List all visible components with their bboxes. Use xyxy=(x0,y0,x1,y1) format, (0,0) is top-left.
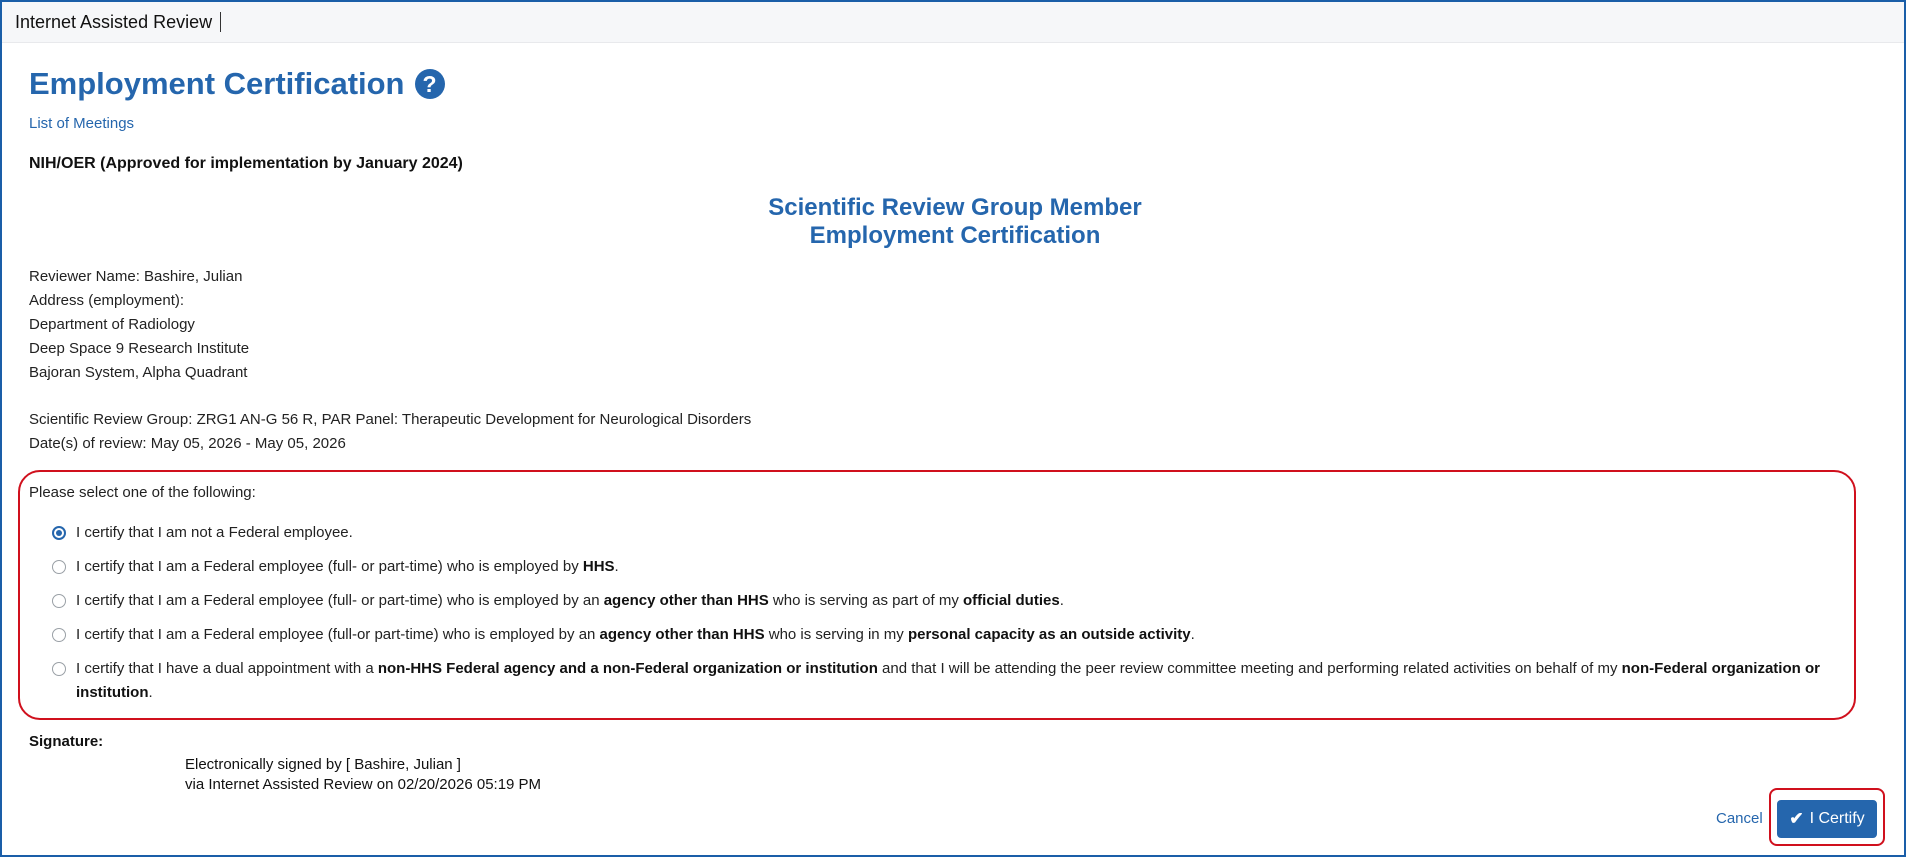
address-label: Address (employment): xyxy=(29,292,185,309)
option-label-segment: I certify that I am a Federal employee (full-or part-time) who is employed by an xyxy=(76,626,600,643)
review-group: Scientific Review Group: ZRG1 AN-G 56 R, PAR Panel: Therapeutic Development for Neurological Disorders xyxy=(29,411,752,428)
option-label-segment: who is serving in my xyxy=(764,626,908,643)
option-label xyxy=(76,521,353,545)
address-line: Bajoran System, Alpha Quadrant xyxy=(29,364,248,381)
option-label-emphasis: agency other than HHS xyxy=(599,626,765,643)
page-title-row xyxy=(29,66,445,102)
option-label-emphasis: official duties xyxy=(963,592,1060,609)
page-title: Employment Certification xyxy=(29,66,405,101)
certify-button[interactable] xyxy=(1777,800,1877,838)
check-icon: ✔ xyxy=(1789,809,1804,828)
option-label xyxy=(76,555,619,579)
certify-label: I Certify xyxy=(1809,810,1865,827)
choice-prompt: Please select one of the following: xyxy=(29,484,256,501)
option-label-segment: who is serving as part of my xyxy=(768,592,963,609)
top-bar xyxy=(2,2,1904,43)
radio-button[interactable] xyxy=(52,594,66,608)
option-label-segment: . xyxy=(148,684,153,701)
app-title: Internet Assisted Review xyxy=(15,12,221,32)
option-label-segment: I certify that I am a Federal employee (full- or part-time) who is employed by xyxy=(76,558,583,575)
radio-button[interactable] xyxy=(52,526,66,540)
option-label-emphasis: personal capacity as an outside activity xyxy=(907,626,1191,643)
certification-option-hhs-employee[interactable] xyxy=(52,555,1832,579)
option-label xyxy=(76,657,1832,705)
form-title-line1: Scientific Review Group Member xyxy=(768,194,1142,221)
option-label-emphasis: agency other than HHS xyxy=(603,592,769,609)
reviewer-name: Reviewer Name: Bashire, Julian xyxy=(29,268,243,285)
option-label-segment: . xyxy=(1190,626,1195,643)
certification-option-dual-appointment[interactable] xyxy=(52,657,1832,705)
cancel-link[interactable]: Cancel xyxy=(1716,810,1763,827)
option-label-emphasis: HHS xyxy=(582,558,615,575)
option-label-segment: . xyxy=(1059,592,1064,609)
option-label xyxy=(76,589,1064,613)
review-info xyxy=(29,408,751,456)
option-label xyxy=(76,623,1195,647)
approval-note: NIH/OER (Approved for implementation by January 2024) xyxy=(29,155,463,172)
address-line: Department of Radiology xyxy=(29,316,195,333)
radio-button[interactable] xyxy=(52,560,66,574)
signature-line1: Electronically signed by [ Bashire, Julian ] xyxy=(185,756,461,773)
list-of-meetings-link[interactable]: List of Meetings xyxy=(29,115,135,132)
review-dates: Date(s) of review: May 05, 2026 - May 05, 2026 xyxy=(29,435,346,452)
option-label-segment: I certify that I am a Federal employee (full- or part-time) who is employed by an xyxy=(76,592,604,609)
form-title-line2: Employment Certification xyxy=(809,222,1101,249)
signature-label: Signature: xyxy=(29,733,104,750)
option-label-segment: and that I will be attending the peer review committee meeting and performing related activities on behalf of my xyxy=(877,660,1622,677)
certification-option-not-federal[interactable] xyxy=(52,521,1832,545)
radio-button[interactable] xyxy=(52,628,66,642)
signature-block xyxy=(185,755,541,795)
option-label-emphasis: non-HHS Federal agency and a non-Federal organization or institution xyxy=(377,660,878,677)
radio-button[interactable] xyxy=(52,662,66,676)
signature-line2: via Internet Assisted Review on 02/20/2026 05:19 PM xyxy=(185,776,542,793)
form-title xyxy=(2,194,1906,250)
certification-option-other-agency-personal[interactable] xyxy=(52,623,1832,647)
address-line: Deep Space 9 Research Institute xyxy=(29,340,250,357)
option-label-emphasis: non-Federal organization or institution xyxy=(76,660,1820,701)
reviewer-info xyxy=(29,265,249,385)
option-label-segment: I certify that I have a dual appointment with a xyxy=(76,660,378,677)
option-label-segment: . xyxy=(614,558,619,575)
help-icon[interactable]: ? xyxy=(415,69,445,99)
option-label-segment: I certify that I am not a Federal employee. xyxy=(76,524,353,541)
certification-option-other-agency-official[interactable] xyxy=(52,589,1832,613)
